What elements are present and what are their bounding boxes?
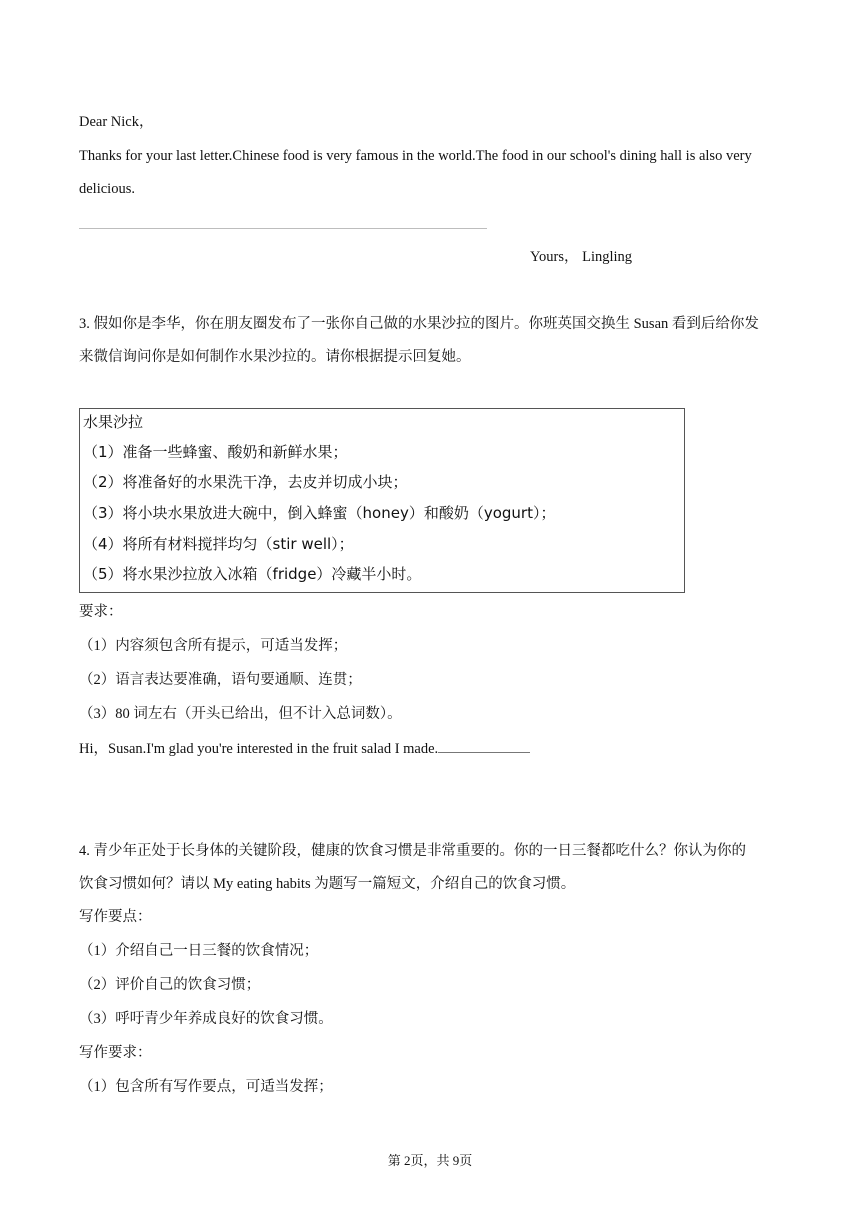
q3-requirements-title: 要求： — [79, 604, 123, 620]
hint-step: （5）将水果沙拉放入冰箱（fridge）冷藏半小时。 — [83, 565, 422, 583]
answer-blank[interactable] — [438, 738, 530, 753]
letter-body-line-1: Thanks for your last letter.Chinese food is very famous in the world.The food in our school's dining hall is also very — [79, 148, 752, 164]
q3-requirement: （2）语言表达要准确，语句要通顺、连贯； — [79, 672, 362, 688]
q3-opening-text: Hi，Susan.I'm glad you're interested in the fruit salad I made. — [79, 741, 439, 757]
q4-point: （3）呼吁青少年养成良好的饮食习惯。 — [79, 1011, 333, 1027]
q4-point: （1）介绍自己一日三餐的饮食情况； — [79, 943, 319, 959]
q3-requirement: （3）80 词左右（开头已给出，但不计入总词数）。 — [79, 706, 402, 722]
q4-points-title: 写作要点： — [79, 909, 152, 925]
q3-prompt-line-2: 来微信询问你是如何制作水果沙拉的。请你根据提示回复她。 — [79, 349, 471, 365]
q4-point: （2）评价自己的饮食习惯； — [79, 977, 261, 993]
q3-opening — [79, 738, 530, 759]
hint-box-title: 水果沙拉 — [83, 413, 144, 431]
hint-step: （2）将准备好的水果洗干净，去皮并切成小块； — [83, 473, 408, 491]
hint-step: （1）准备一些蜂蜜、酸奶和新鲜水果； — [83, 443, 348, 461]
letter-signoff: Yours， Lingling — [530, 249, 633, 265]
q4-prompt-line-2: 饮食习惯如何？请以 My eating habits 为题写一篇短文，介绍自己的饮食习惯。 — [79, 876, 576, 892]
hint-step: （3）将小块水果放进大碗中，倒入蜂蜜（honey）和酸奶（yogurt）； — [83, 504, 556, 522]
letter-salutation: Dear Nick， — [79, 114, 154, 130]
q3-hint-box — [79, 408, 685, 593]
writing-blank-line[interactable] — [79, 228, 487, 229]
q3-requirement: （1）内容须包含所有提示，可适当发挥； — [79, 638, 348, 654]
letter-body-line-2: delicious. — [79, 181, 135, 197]
q4-requirements-title: 写作要求： — [79, 1045, 152, 1061]
q4-requirement: （1）包含所有写作要点，可适当发挥； — [79, 1079, 333, 1095]
q3-prompt-line-1: 3. 假如你是李华，你在朋友圈发布了一张你自己做的水果沙拉的图片。你班英国交换生 Susan 看到后给你发 — [79, 316, 759, 332]
page-number: 第 2页，共 9页 — [387, 1153, 473, 1168]
hint-step: （4）将所有材料搅拌均匀（stir well）； — [83, 535, 354, 553]
q4-prompt-line-1: 4. 青少年正处于长身体的关键阶段，健康的饮食习惯是非常重要的。你的一日三餐都吃什么？你认为你的 — [79, 843, 746, 859]
